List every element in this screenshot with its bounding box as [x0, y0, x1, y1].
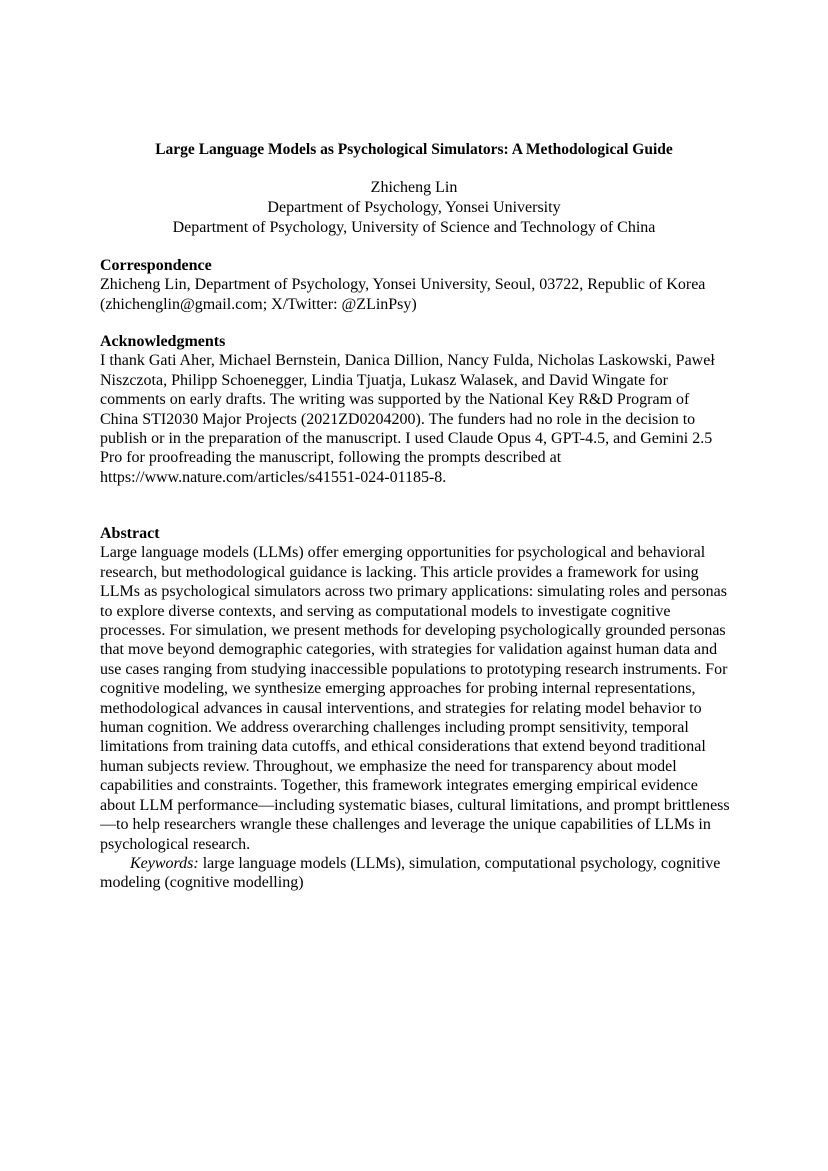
abstract-heading: Abstract — [100, 525, 160, 542]
keywords-line — [100, 854, 730, 893]
acknowledgments-text: I thank Gati Aher, Michael Bernstein, Danica Dillion, Nancy Fulda, Nicholas Laskowski, Paweł Niszczota, Philipp Schoenegger, Lindia Tjuatja, Lukasz Walasek, and David Wingate for comments on early drafts. The writing was supported by the National Key R&D Program of China STI2030 Major Projects (2021ZD0204200). The funders had no role in the decision to publish or in the preparation of the manuscript. I used Claude Opus 4, GPT-4.5, and Gemini 2.5 Pro for proofreading the manuscript, following the prompts described at https://www.nature.com/articles/s41551-024-01185-8. — [100, 352, 715, 486]
acknowledgments-heading: Acknowledgments — [100, 333, 226, 350]
keywords-label: Keywords: — [130, 854, 199, 872]
correspondence-heading: Correspondence — [100, 257, 212, 274]
correspondence-section — [100, 256, 730, 314]
affiliation-1: Department of Psychology, Yonsei University — [267, 199, 561, 216]
author-block — [0, 178, 828, 238]
abstract-section — [100, 524, 730, 893]
paper-title: Large Language Models as Psychological Simulators: A Methodological Guide — [155, 141, 673, 158]
correspondence-text: Zhicheng Lin, Department of Psychology, Yonsei University, Seoul, 03722, Republic of Korea (zhichenglin@gmail.com; X/Twitter: @ZLinPsy) — [100, 276, 706, 313]
affiliation-2: Department of Psychology, University of Science and Technology of China — [172, 219, 656, 236]
author-name: Zhicheng Lin — [370, 179, 458, 196]
acknowledgments-section — [100, 332, 730, 487]
keywords-text: large language models (LLMs), simulation, computational psychology, cognitive modeling (cognitive modelling) — [100, 854, 721, 892]
abstract-text: Large language models (LLMs) offer emerging opportunities for psychological and behavioral research, but methodological guidance is lacking. This article provides a framework for using LLMs as psychological simulators across two primary applications: simulating roles and personas to explore diverse contexts, and serving as computational models to investigate cognitive processes. For simulation, we present methods for developing psychologically grounded personas that move beyond demographic categories, with strategies for validation against human data and use cases ranging from studying inaccessible populations to prototyping research instruments. For cognitive modeling, we synthesize emerging approaches for probing internal representations, methodological advances in causal interventions, and strategies for relating model behavior to human cognition. We address overarching challenges including prompt sensitivity, temporal limitations from training data cutoffs, and ethical considerations that extend beyond traditional human subjects review. Throughout, we emphasize the need for transparency about model capabilities and constraints. Together, this framework integrates emerging empirical evidence about LLM performance—including systematic biases, cultural limitations, and prompt brittleness—to help researchers wrangle these challenges and leverage the unique capabilities of LLMs in psychological research. — [100, 544, 730, 853]
